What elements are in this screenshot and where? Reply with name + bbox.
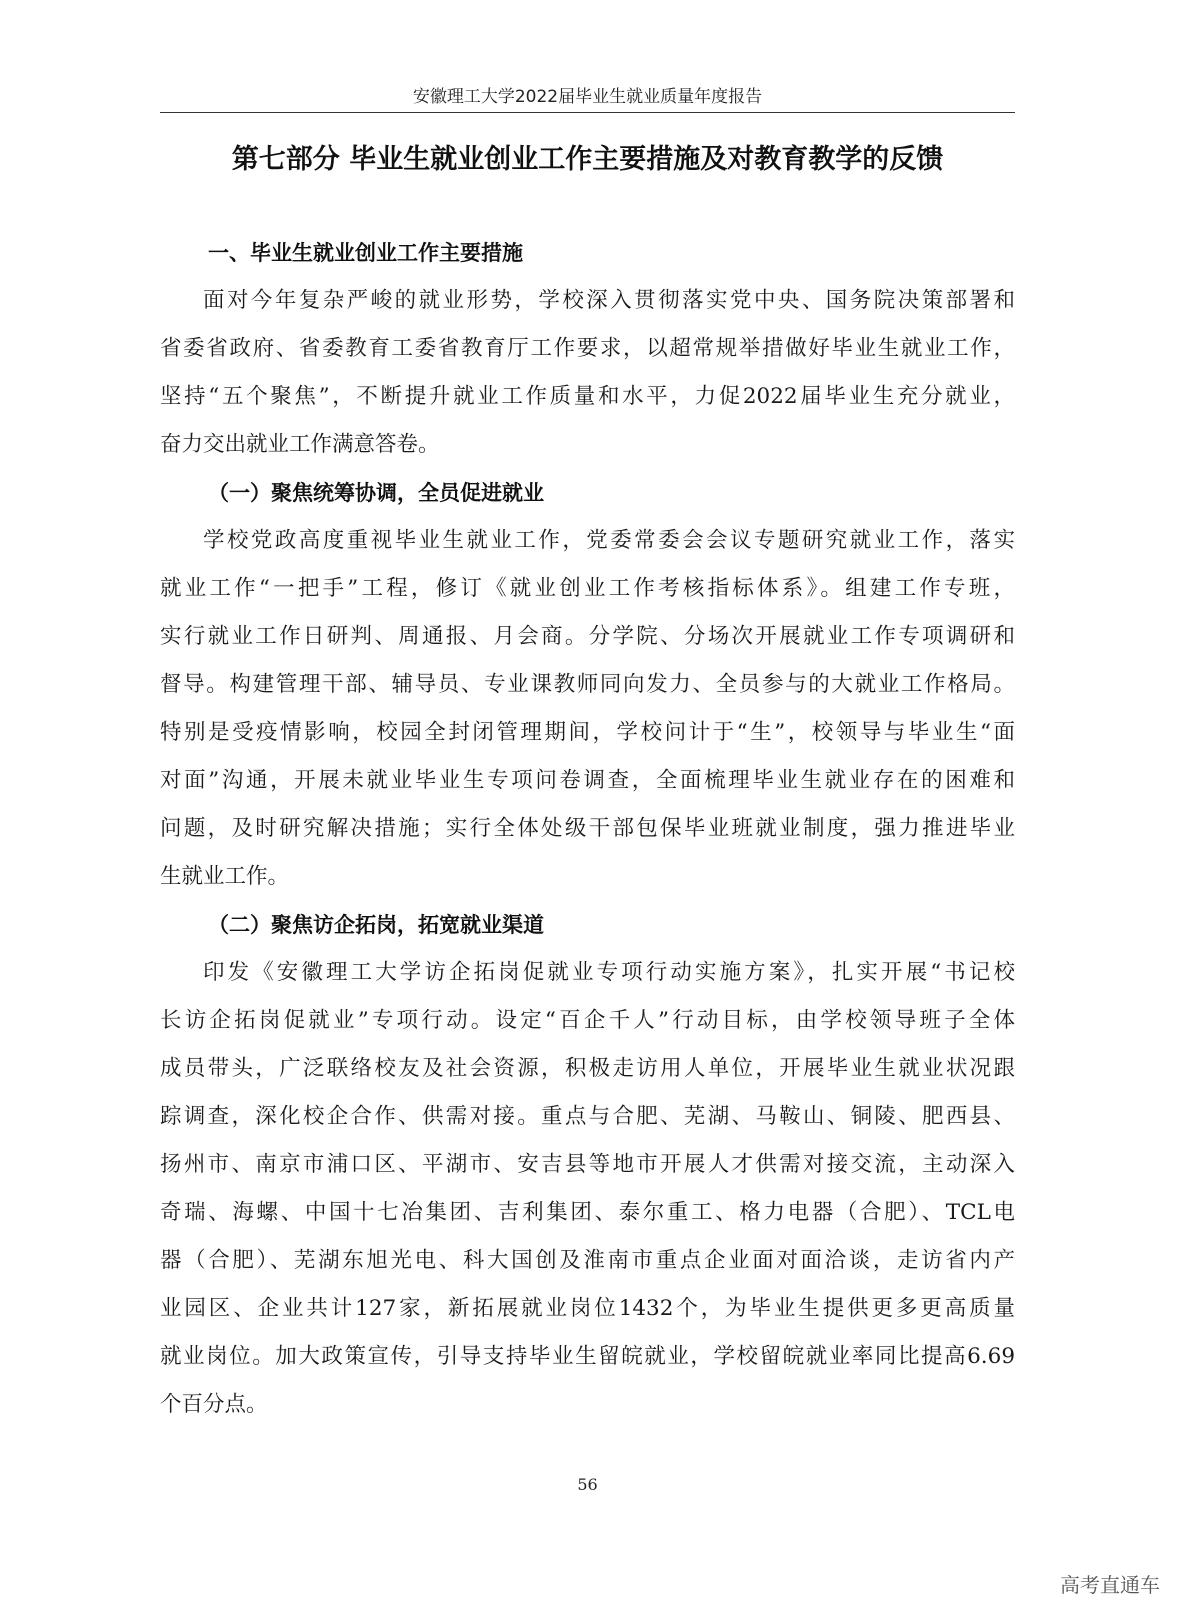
text-line: 奇瑞、海螺、中国十七冶集团、吉利集团、泰尔重工、格力电器（合肥）、TCL电 — [160, 1200, 1015, 1225]
chapter-title: 第七部分 毕业生就业创业工作主要措施及对教育教学的反馈 — [231, 144, 944, 175]
paragraph-enterprise-visits — [160, 949, 1015, 1429]
text-line: 特别是受疫情影响，校园全封闭管理期间，学校问计于“生”，校领导与毕业生“面 — [160, 720, 1015, 745]
text-line: 问题，及时研究解决措施；实行全体处级干部包保毕业班就业制度，强力推进毕业 — [160, 816, 1015, 841]
text-line: 就业岗位。加大政策宣传，引导支持毕业生留皖就业，学校留皖就业率同比提高6.69 — [160, 1344, 1015, 1369]
text-line: 个百分点。 — [160, 1392, 268, 1417]
header-rule — [160, 112, 1015, 113]
running-header: 安徽理工大学2022届毕业生就业质量年度报告 — [412, 87, 763, 107]
text-line: 就业工作“一把手”工程，修订《就业创业工作考核指标体系》。组建工作专班， — [160, 576, 1015, 601]
text-line: 学校党政高度重视毕业生就业工作，党委常委会会议专题研究就业工作，落实 — [203, 528, 1015, 553]
text-line: 实行就业工作日研判、周通报、月会商。分学院、分场次开展就业工作专项调研和 — [160, 624, 1015, 649]
text-line: 生就业工作。 — [160, 864, 290, 889]
text-line: 业园区、企业共计127家，新拓展就业岗位1432个，为毕业生提供更多更高质量 — [160, 1296, 1015, 1321]
text-line: 奋力交出就业工作满意答卷。 — [160, 432, 440, 457]
text-line: 督导。构建管理干部、辅导员、专业课教师同向发力、全员参与的大就业工作格局。 — [160, 672, 1015, 697]
text-line: 对面”沟通，开展未就业毕业生专项问卷调查，全面梳理毕业生就业存在的困难和 — [160, 768, 1015, 793]
paragraph-intro — [160, 277, 1015, 469]
text-line: 成员带头，广泛联络校友及社会资源，积极走访用人单位，开展毕业生就业状况跟 — [160, 1056, 1015, 1081]
text-line: 器（合肥）、芜湖东旭光电、科大国创及淮南市重点企业面对面洽谈，走访省内产 — [160, 1248, 1015, 1273]
subsection-heading: （一）聚焦统筹协调，全员促进就业 — [208, 481, 544, 505]
text-line: 踪调查，深化校企合作、供需对接。重点与合肥、芜湖、马鞍山、铜陵、肥西县、 — [160, 1104, 1015, 1129]
body-content — [160, 229, 1015, 1429]
text-line: 长访企拓岗促就业”专项行动。设定“百企千人”行动目标，由学校领导班子全体 — [160, 1008, 1015, 1033]
text-line: 省委省政府、省委教育工委省教育厅工作要求，以超常规举措做好毕业生就业工作， — [160, 336, 1015, 361]
paragraph-coordination — [160, 517, 1015, 901]
section-heading: 一、毕业生就业创业工作主要措施 — [208, 241, 523, 265]
page-number: 56 — [577, 1475, 598, 1494]
watermark-text: 高考直通车 — [1060, 1573, 1160, 1597]
text-line: 面对今年复杂严峻的就业形势，学校深入贯彻落实党中央、国务院决策部署和 — [203, 288, 1015, 313]
text-line: 印发《安徽理工大学访企拓岗促就业专项行动实施方案》，扎实开展“书记校 — [203, 960, 1015, 985]
text-line: 扬州市、南京市浦口区、平湖市、安吉县等地市开展人才供需对接交流，主动深入 — [160, 1152, 1015, 1177]
text-line: 坚持“五个聚焦”，不断提升就业工作质量和水平，力促2022届毕业生充分就业， — [160, 384, 1015, 409]
subsection-heading: （二）聚焦访企拓岗，拓宽就业渠道 — [208, 913, 544, 937]
